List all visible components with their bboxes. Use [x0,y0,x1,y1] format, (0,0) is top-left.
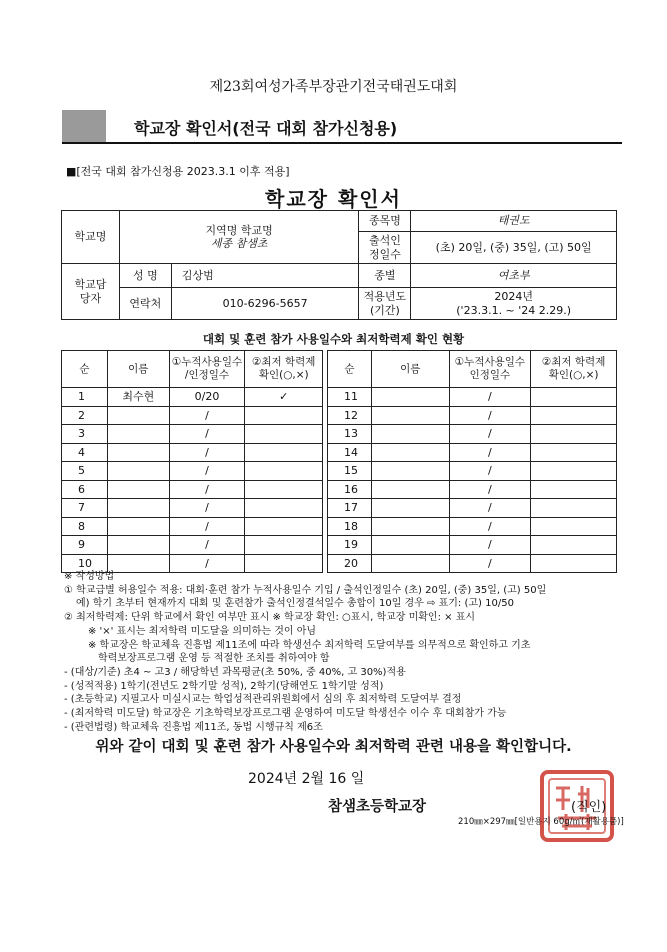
row-no: 1 [62,388,108,407]
note-line: ※ '×' 표시는 최저학력 미도달을 의미하는 것이 아님 [88,625,317,637]
row-no: 9 [62,536,108,555]
row-days: / [169,554,245,573]
row-no: 8 [62,517,108,536]
row-days: / [169,406,245,425]
row-check [531,480,617,499]
row-check [531,536,617,555]
row-name [107,406,169,425]
year-label: 적용년도(기간) [359,288,411,320]
event-value: 태권도 [411,211,617,232]
contact-label: 연락처 [119,288,171,320]
row-no: 15 [328,462,372,481]
row-no: 4 [62,443,108,462]
row-name [371,425,449,444]
attendance-value: (초) 20일, (중) 35일, (고) 50일 [411,232,617,264]
row-days: / [449,443,531,462]
row-check [531,406,617,425]
gray-block [62,110,106,144]
row-check [245,517,323,536]
year-value: 2024년 [494,290,533,304]
event-label: 종목명 [359,211,411,232]
row-no: 5 [62,462,108,481]
header-no: 순 [62,351,108,388]
row-name [107,480,169,499]
header-achieve-right [531,351,617,388]
row-no: 18 [328,517,372,536]
header-days-top: ①누적사용일수 [171,356,243,369]
row-name [107,536,169,555]
row-name [371,480,449,499]
principal-name: 참샘초등학교장 [328,799,427,815]
header-days-bottom-right: 인정일수 [469,369,511,381]
row-no: 6 [62,480,108,499]
row-no: 2 [62,406,108,425]
row-days: / [169,499,245,518]
note-line: - (초등학교) 지필고사 미실시교는 학업성적관리위원회에서 심의 후 최저학력 도달여부 결정 [64,694,462,706]
row-no: 12 [328,406,372,425]
row-check [245,443,323,462]
note-line: ※ 학교장은 학교체육 진흥법 제11조에 따라 학생선수 최저학력 도달여부를 의무적으로 확인하고 기초 [88,639,531,651]
note-line: 예) 학기 초부터 현재까지 대회 및 훈련참가 출석인정결석일수 총합이 10일 경우 ⇨ 표기: (고) 10/50 [76,598,514,610]
header-days-right [449,351,531,388]
table-row [62,425,617,444]
row-days: 0/20 [169,388,245,407]
notes-section [64,570,624,734]
gender-value: 여초부 [411,264,617,288]
table-row [62,536,617,555]
table-row [62,462,617,481]
paper-spec: 210㎜×297㎜[일반용지 60g/㎡(재활용품)] [458,817,624,827]
row-check [531,499,617,518]
note-line: - (관련법령) 학교체육 진흥법 제11조, 동법 시행규칙 제6조 [64,721,323,733]
row-days: / [449,462,531,481]
row-days: / [449,517,531,536]
school-label: 학교명 [62,211,120,264]
row-check [531,443,617,462]
note-line: ※ 작성방법 [64,571,115,582]
row-no: 13 [328,425,372,444]
row-check [245,406,323,425]
info-table [61,210,617,320]
table-row [62,406,617,425]
header-achieve [245,351,323,388]
attendance-label: 출석인정일수 [359,232,411,264]
section-heading: 대회 및 훈련 참가 사용일수와 최저학력제 확인 현황 [202,332,465,346]
row-name [107,425,169,444]
table-row [62,388,617,407]
title-underline [62,142,622,144]
row-check [245,536,323,555]
row-days: / [449,388,531,407]
row-check [531,425,617,444]
row-no: 17 [328,499,372,518]
row-days: / [169,480,245,499]
year-cell [411,288,617,320]
event-title: 제23회여성가족부장관기전국태권도대회 [209,79,458,95]
note-line: ② 최저학력제: 단위 학교에서 확인 여부만 표시 ※ 학교장 확인: ○표시, 학교장 미확인: × 표시 [64,612,476,624]
seal-label: (직인) [571,800,607,815]
row-days: / [449,480,531,499]
header-achieve-top-right: ②최저 학력제 [541,356,606,369]
row-check [245,499,323,518]
table-row [62,480,617,499]
note-line: - (대상/기준) 초4 ~ 고3 / 해당학년 과목평균(초 50%, 중 40%, 고 30%)적용 [64,666,406,678]
row-name [371,517,449,536]
row-days: / [449,499,531,518]
row-no: 19 [328,536,372,555]
row-days: / [169,517,245,536]
header-days [169,351,245,388]
header-name: 이름 [107,351,169,388]
row-days: / [449,406,531,425]
row-days: / [449,425,531,444]
row-days: / [449,536,531,555]
period-value: ('23.3.1. ~ '24 2.29.) [456,303,572,317]
header-days-bottom: /인정일수 [184,369,230,381]
row-days: / [169,536,245,555]
manager-label: 학교담당자 [62,264,120,320]
row-no: 3 [62,425,108,444]
header-no-right: 순 [328,351,372,388]
table-row [62,499,617,518]
row-name [107,462,169,481]
row-name [371,462,449,481]
school-value: 세종 참샘초 [210,237,268,250]
row-no: 20 [328,554,372,573]
school-cell [119,211,359,264]
row-name: 최수현 [107,388,169,407]
note-line: - (성적적용) 1학기(전년도 2학기말 성적), 2학기(당해연도 1학기말 성적) [64,680,384,692]
row-check [245,425,323,444]
row-name [371,388,449,407]
row-days: / [449,554,531,573]
row-days: / [169,425,245,444]
header-name-right: 이름 [371,351,449,388]
contact-value: 010-6296-5657 [171,288,359,320]
row-no: 7 [62,499,108,518]
row-days: / [169,443,245,462]
school-sublabel: 지역명 학교명 [205,223,273,237]
row-check [531,388,617,407]
table-row [62,443,617,462]
row-name [107,517,169,536]
row-name [107,499,169,518]
roster-table [61,350,617,573]
row-name [371,536,449,555]
row-name [371,443,449,462]
doc-title: 학교장 확인서 [265,187,402,211]
row-check [245,462,323,481]
form-title-bar [62,110,622,144]
header-days-top-right: ①누적사용일수 [454,356,526,369]
row-check [245,480,323,499]
row-check [531,462,617,481]
row-no: 11 [328,388,372,407]
row-name [371,406,449,425]
note-line: 학력보장프로그램 운영 등 적절한 조치를 취하여야 함 [98,653,330,665]
header-achieve-bottom: 확인(○,×) [258,369,309,381]
row-check: ✓ [245,388,323,407]
header-achieve-top: ②최저 학력제 [251,356,316,369]
name-value: 김상범 [171,264,359,288]
date-text: 2024년 2월 16 일 [248,771,365,787]
table-row [62,517,617,536]
header-achieve-bottom-right: 확인(○,×) [548,369,599,381]
form-title: 학교장 확인서(전국 대회 참가신청용) [134,119,398,138]
name-label: 성 명 [119,264,171,288]
apply-note: ■[전국 대회 참가신청용 2023.3.1 이후 적용] [66,165,290,178]
gender-label: 종별 [359,264,411,288]
row-no: 10 [62,554,108,573]
row-name [371,499,449,518]
row-no: 16 [328,480,372,499]
note-line: ① 학교급별 허용일수 적용: 대회·훈련 참가 누적사용일수 기입 / 출석인정일수 (초) 20일, (중) 35일, (고) 50일 [64,584,547,596]
row-name [107,443,169,462]
confirm-text: 위와 같이 대회 및 훈련 참가 사용일수와 최저학력 관련 내용을 확인합니다. [95,739,572,755]
note-line: - (최저학력 미도달) 학교장은 기초학력보장프로그램 운영하여 미도달 학생선수 이수 후 대회참가 가능 [64,708,507,720]
row-days: / [169,462,245,481]
row-no: 14 [328,443,372,462]
row-check [531,517,617,536]
